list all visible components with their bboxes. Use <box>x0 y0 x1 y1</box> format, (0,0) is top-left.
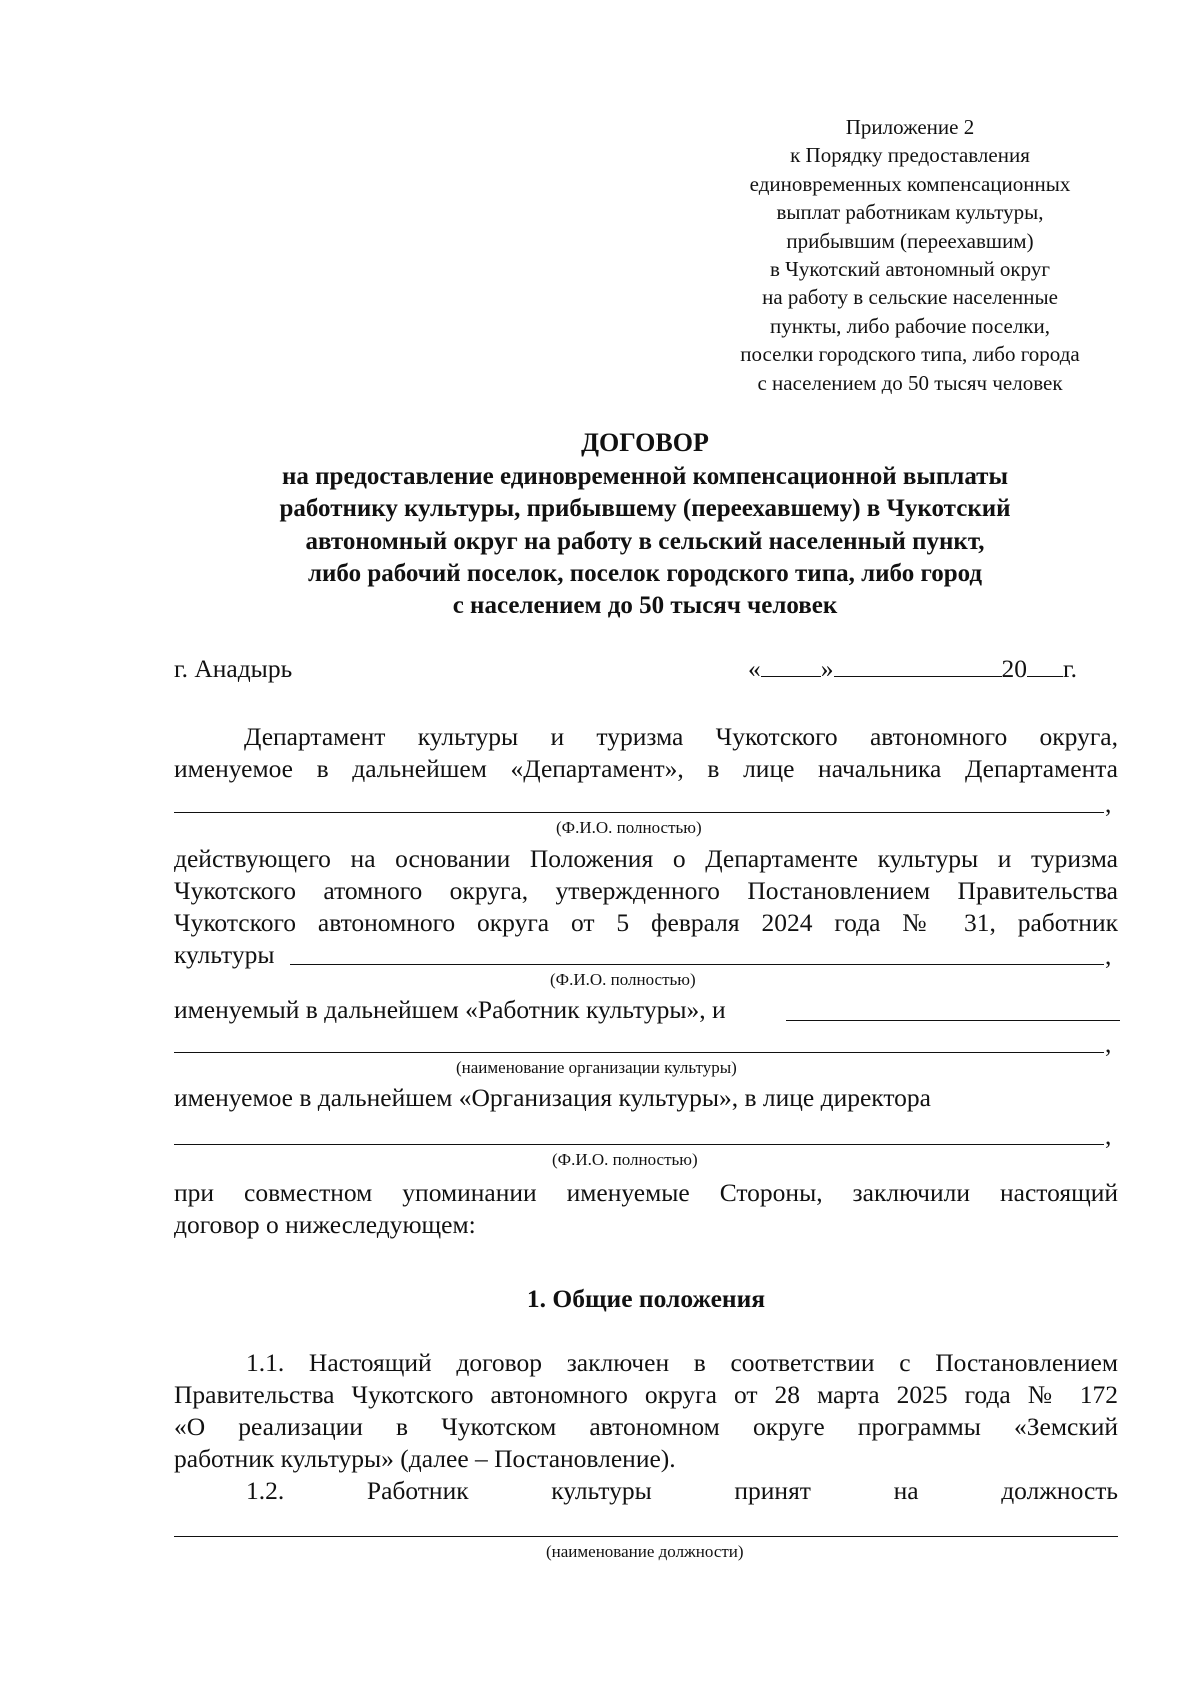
appendix-line: в Чукотский автономный округ <box>770 257 1050 282</box>
appendix-header <box>700 113 1120 397</box>
comma: , <box>1105 1029 1112 1058</box>
worker-named-row <box>174 994 1118 1026</box>
comma: , <box>1105 941 1112 970</box>
clause-1-2-word: должность <box>1001 1476 1119 1505</box>
parties-line-2: договор о нижеследующем: <box>174 1210 476 1239</box>
contract-main-title: ДОГОВОР <box>581 428 709 457</box>
date-month-field[interactable] <box>834 654 1002 677</box>
head-fio-field[interactable] <box>174 812 1104 813</box>
clause-1-2-number: 1.2. <box>246 1476 285 1505</box>
clause-1-2-word: Работник <box>366 1476 469 1505</box>
appendix-line: поселки городского типа, либо города <box>740 342 1080 367</box>
worker-label: культуры <box>174 940 275 969</box>
worker-label-row <box>174 939 1118 971</box>
appendix-line: к Порядку предоставления <box>790 143 1030 168</box>
contract-subtitle-line: автономный округ на работу в сельский населенный пункт, <box>305 527 985 555</box>
basis-line-1: действующего на основании Положения о Департаменте культуры и туризма <box>174 844 1118 873</box>
date-day-field[interactable] <box>761 654 821 677</box>
section-1-title: 1. Общие положения <box>526 1284 766 1313</box>
org-named-row <box>174 1082 1118 1114</box>
appendix-line: единовременных компенсационных <box>749 171 1071 196</box>
caption-position: (наименование должности) <box>546 1542 744 1561</box>
clause-1-1-line-3: «О реализации в Чукотском автономном округе программы «Земский <box>174 1412 1118 1441</box>
comma: , <box>1105 789 1112 818</box>
appendix-line: выплат работникам культуры, <box>776 200 1044 225</box>
date-year-prefix: 20 <box>1001 654 1027 683</box>
city-name: г. Анадырь <box>174 654 293 683</box>
date-open-quote: « <box>748 654 761 683</box>
contract-subtitle-line: работнику культуры, прибывшему (переехавшему) в Чукотский <box>279 495 1011 523</box>
clause-1-2-line <box>246 1475 1118 1507</box>
clause-1-2-word: культуры <box>551 1476 652 1505</box>
intro-line-2: именуемое в дальнейшем «Департамент», в лице начальника Департамента <box>174 754 1118 783</box>
date-year-suffix: г. <box>1063 654 1077 683</box>
contract-title <box>172 427 1118 622</box>
appendix-line: с населением до 50 тысяч человек <box>757 370 1063 395</box>
clause-1-2-word: принят <box>734 1476 811 1505</box>
date-year-field[interactable] <box>1027 654 1063 677</box>
worker-named-text: именуемый в дальнейшем «Работник культуры», и <box>174 995 726 1024</box>
appendix-line: пункты, либо рабочие поселки, <box>769 313 1050 338</box>
org-name-field-start[interactable] <box>786 1020 1120 1021</box>
comma: , <box>1105 1121 1112 1150</box>
caption-fio-worker: (Ф.И.О. полностью) <box>550 970 696 989</box>
clause-1-1-line-1: 1.1. Настоящий договор заключен в соответствии с Постановлением <box>246 1348 1118 1377</box>
basis-line-3: Чукотского автономного округа от 5 февраля 2024 года № 31, работник <box>174 908 1118 937</box>
basis-line-2: Чукотского атомного округа, утвержденного Постановлением Правительства <box>174 876 1118 905</box>
org-name-field[interactable] <box>174 1052 1104 1053</box>
clause-1-1-line-4: работник культуры» (далее – Постановление). <box>174 1444 676 1473</box>
worker-fio-field[interactable] <box>290 964 1104 965</box>
director-fio-field[interactable] <box>174 1144 1104 1145</box>
appendix-line: прибывшим (переехавшим) <box>786 228 1034 253</box>
parties-line-1: при совместном упоминании именуемые Стороны, заключили настоящий <box>174 1178 1118 1207</box>
appendix-line: на работу в сельские населенные <box>762 285 1058 310</box>
caption-fio-director: (Ф.И.О. полностью) <box>552 1150 698 1169</box>
contract-subtitle-line: либо рабочий поселок, поселок городского типа, либо город <box>307 559 983 587</box>
clause-1-2-word: на <box>893 1476 919 1505</box>
intro-line-1: Департамент культуры и туризма Чукотского автономного округа, <box>244 722 1118 751</box>
date-fields <box>748 653 1120 685</box>
clause-1-1-line-2: Правительства Чукотского автономного округа от 28 марта 2025 года № 172 <box>174 1380 1118 1409</box>
caption-org-name: (наименование организации культуры) <box>456 1058 737 1077</box>
org-named-text: именуемое в дальнейшем «Организация культуры», в лице директора <box>174 1083 931 1112</box>
date-close-quote: » <box>820 654 834 683</box>
contract-subtitle-line: с населением до 50 тысяч человек <box>452 592 838 620</box>
position-field[interactable] <box>174 1536 1118 1537</box>
caption-fio-head: (Ф.И.О. полностью) <box>556 818 702 837</box>
appendix-line: Приложение 2 <box>845 115 975 139</box>
contract-subtitle-line: на предоставление единовременной компенсационной выплаты <box>281 463 1008 491</box>
